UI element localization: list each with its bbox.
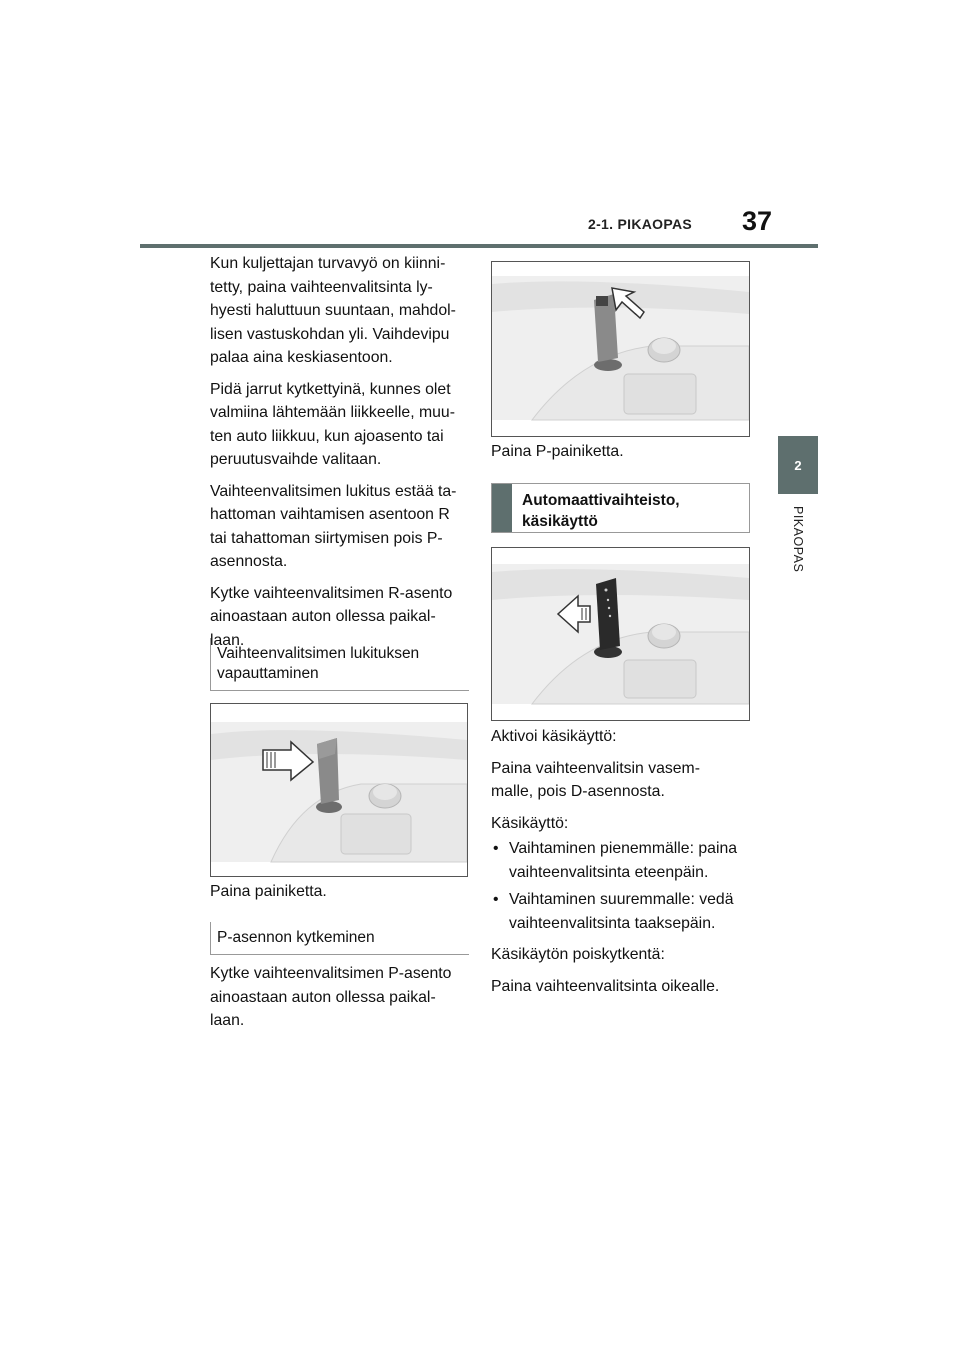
heading-accent-bar xyxy=(492,484,512,532)
right-column-text xyxy=(491,725,753,1006)
paragraph: Kytke vaihteenvalitsimen R-asento ainoastaan auton ollessa paikal- laan. xyxy=(210,584,453,649)
figure-manual-mode xyxy=(491,547,750,721)
manual-off-label: Käsikäytön poiskytkentä: xyxy=(491,946,665,963)
manual-label: Käsikäyttö: xyxy=(491,814,569,832)
paragraph: Pidä jarrut kytkettyinä, kunnes olet valmiina lähtemään liikkeelle, muu- ten auto liikkuu, kun ajoasento tai peruutusvaihde valitaan. xyxy=(210,380,455,468)
header-divider xyxy=(140,244,818,248)
paragraph: Kun kuljettajan turvavyö on kiinni- tetty, paina vaihteenvalitsinta ly- hyesti haluttuun suuntaan, mahdol- lisen vastuskohdan yli. Vaihdevipu palaa aina keskiasentoon. xyxy=(210,255,456,366)
left-column xyxy=(210,252,468,660)
manual-bullets xyxy=(491,837,753,935)
subheading-p-position: P-asennon kytkeminen xyxy=(210,922,469,955)
manual-instruction: Paina vaihteenvalitsin vasem- malle, pois D-asennosta. xyxy=(491,759,700,800)
gear-selector-p-button-illustration-icon xyxy=(492,262,749,436)
chapter-label-text: PIKAOPAS xyxy=(791,506,805,573)
manual-off-instruction: Paina vaihteenvalitsinta oikealle. xyxy=(491,977,720,995)
gear-selector-manual-mode-illustration-icon xyxy=(492,548,749,720)
caption-release: Paina painiketta. xyxy=(210,883,327,900)
chapter-label xyxy=(780,506,816,596)
heading-text: Automaattivaihteisto, käsikäyttö xyxy=(522,492,680,530)
caption-p-button: Paina P-painiketta. xyxy=(491,443,624,460)
list-item: • Vaihtaminen suuremmalle: vedä vaihteenvalitsinta taaksepäin. xyxy=(491,888,753,935)
section-title: 2-1. PIKAOPAS xyxy=(588,216,692,232)
figure-release xyxy=(210,703,468,877)
paragraph: Vaihteenvalitsimen lukitus estää ta- hattoman vaihtamisen asentoon R tai tahattoman siirtymisen pois P- asennosta. xyxy=(210,482,457,570)
figure-p-button xyxy=(491,261,750,437)
section-heading xyxy=(491,483,750,533)
chapter-number: 2 xyxy=(794,457,802,473)
chapter-tab[interactable] xyxy=(778,436,818,494)
page-number: 37 xyxy=(742,206,773,236)
subheading-release: Vaihteenvalitsimen lukituksen vapauttaminen xyxy=(210,638,469,691)
list-item: • Vaihtaminen pienemmälle: paina vaihteenvalitsinta eteenpäin. xyxy=(491,837,753,884)
paragraph-p-position: Kytke vaihteenvalitsimen P-asento ainoastaan auton ollessa paikal- laan. xyxy=(210,965,452,1029)
gear-selector-release-illustration-icon xyxy=(211,704,467,876)
manual-intro: Aktivoi käsikäyttö: xyxy=(491,728,617,745)
